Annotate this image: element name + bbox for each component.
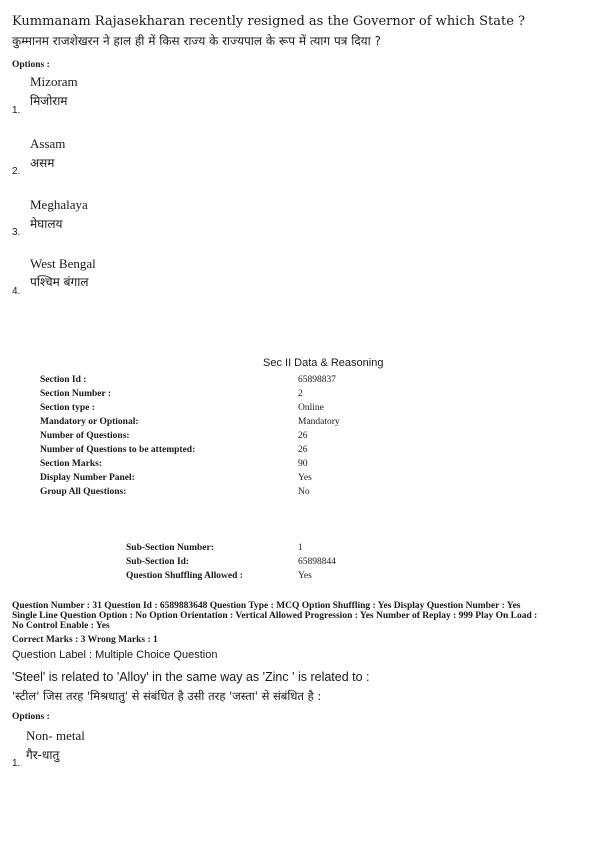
section-field-label: Section Marks: (40, 459, 103, 469)
question-label: Question Label : Multiple Choice Question (12, 649, 218, 661)
section-field-value: No (298, 487, 310, 497)
subsection-field-value: Yes (298, 571, 312, 581)
section-field-value: 26 (298, 445, 308, 455)
option-text-hi: मिजोराम (30, 94, 68, 108)
section-field-label: Section type : (40, 403, 95, 413)
option-number: 2. (12, 166, 21, 177)
subsection-field-value: 65898844 (298, 557, 336, 567)
section-field-value: Online (298, 403, 324, 413)
subsection-field-value: 1 (298, 543, 303, 553)
option-text-hi: मेघालय (30, 217, 63, 231)
section-info-table (40, 373, 340, 499)
option-text-hi: पश्चिम बंगाल (30, 275, 89, 289)
options-label: Options : (12, 60, 50, 70)
section-field-value: 65898837 (298, 375, 336, 385)
option-text-en: West Bengal (30, 256, 96, 271)
question-meta-line: Question Number : 31 Question Id : 6589883648 Question Type : MCQ Option Shuffling : Yes Display Question Number : Yes (12, 601, 521, 611)
table-row (126, 569, 336, 583)
question-text-en: 'Steel' is related to 'Alloy' in the same way as 'Zinc ' is related to : (12, 670, 370, 684)
section-field-value: 90 (298, 459, 308, 469)
table-row (126, 541, 336, 555)
question-meta-line: No Control Enable : Yes (12, 621, 110, 631)
table-row (40, 415, 340, 429)
section-field-value: Mandatory (298, 417, 340, 427)
section-field-label: Number of Questions to be attempted: (40, 445, 196, 455)
option-number: 1. (12, 105, 21, 116)
options-label: Options : (12, 712, 50, 722)
table-row (40, 387, 340, 401)
table-row (40, 429, 340, 443)
table-row (40, 485, 340, 499)
section-field-label: Mandatory or Optional: (40, 417, 139, 427)
question-meta-line: Single Line Question Option : No Option Orientation : Vertical Allowed Progression : Yes Number of Replay : 999 Play On Load : (12, 611, 538, 621)
section-field-label: Display Number Panel: (40, 473, 135, 483)
section-title: Sec II Data & Reasoning (263, 357, 384, 369)
option-text-hi: गैर-धातु (26, 748, 60, 762)
subsection-info-table (126, 541, 336, 583)
option-text-en: Mizoram (30, 74, 78, 89)
option-text-en: Non- metal (26, 728, 85, 743)
subsection-field-label: Sub-Section Number: (126, 543, 214, 553)
table-row (40, 471, 340, 485)
table-row (40, 373, 340, 387)
section-field-value: Yes (298, 473, 312, 483)
option-text-hi: असम (30, 156, 55, 170)
marks-line: Correct Marks : 3 Wrong Marks : 1 (12, 635, 158, 645)
section-field-value: 2 (298, 389, 303, 399)
subsection-field-label: Question Shuffling Allowed : (126, 571, 243, 581)
subsection-field-label: Sub-Section Id: (126, 557, 190, 567)
option-text-en: Assam (30, 136, 66, 151)
section-field-label: Number of Questions: (40, 431, 130, 441)
section-field-label: Section Number : (40, 389, 112, 399)
section-field-label: Section Id : (40, 375, 87, 385)
option-number: 4. (12, 286, 21, 297)
table-row (40, 401, 340, 415)
question-text-hi: कुम्मानम राजशेखरन ने हाल ही में किस राज्य के राज्यपाल के रूप में त्याग पत्र दिया ? (12, 34, 381, 48)
table-row (40, 443, 340, 457)
section-field-value: 26 (298, 431, 308, 441)
section-field-label: Group All Questions: (40, 487, 127, 497)
table-row (126, 555, 336, 569)
option-number: 1. (12, 758, 21, 769)
table-row (40, 457, 340, 471)
question-text-en: Kummanam Rajasekharan recently resigned as the Governor of which State ? (12, 14, 526, 29)
option-text-en: Meghalaya (30, 197, 88, 212)
option-number: 3. (12, 227, 21, 238)
question-text-hi: 'स्टील' जिस तरह 'मिश्रधातु' से संबंधित है उसी तरह 'जस्ता' से संबंधित है : (12, 689, 322, 703)
